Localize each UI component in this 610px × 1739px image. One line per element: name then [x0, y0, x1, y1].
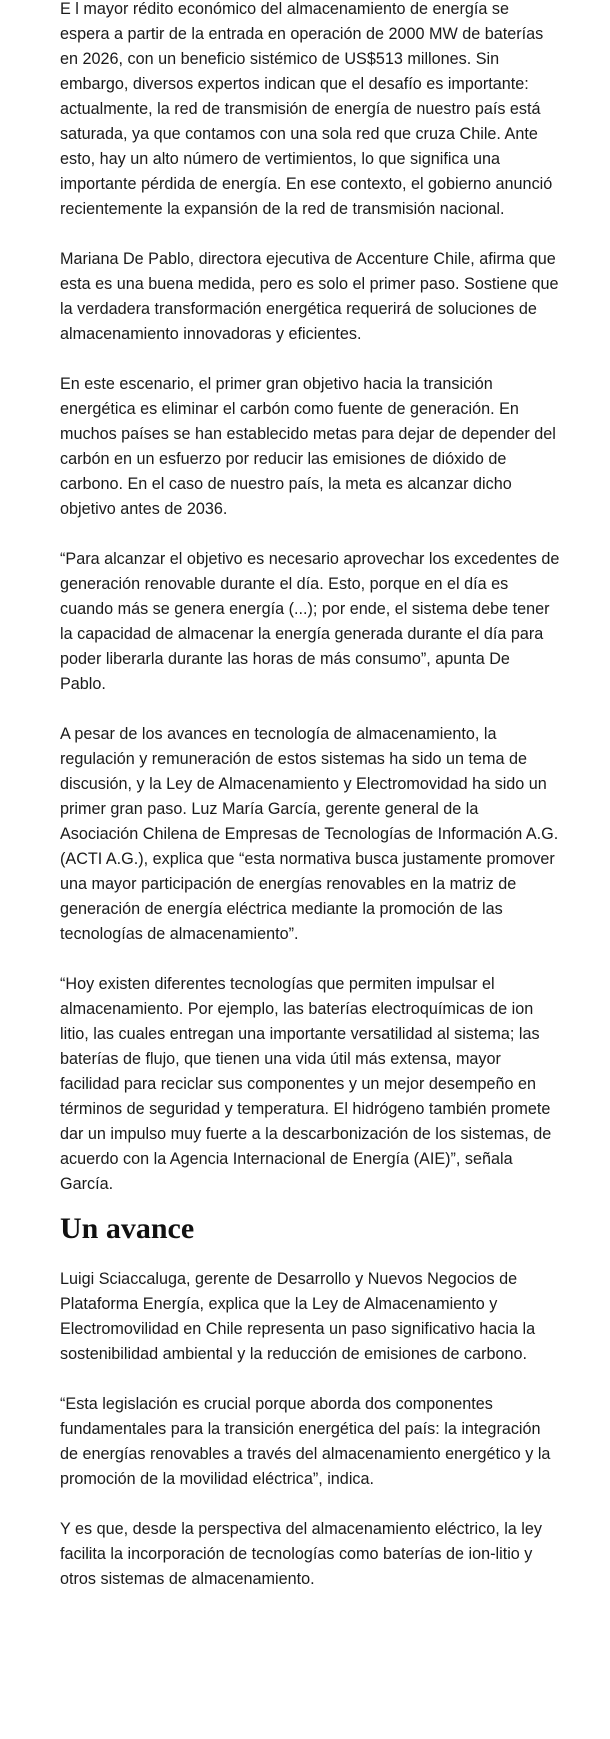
paragraph-7: Luigi Sciaccaluga, gerente de Desarrollo y Nuevos Negocios de Plataforma Energía, explica que la Ley de Almacenamiento y Electromovilidad en Chile representa un paso significativo hacia la sostenibilidad ambiental y la reducción de emisiones de carbono.	[60, 1270, 536, 1363]
paragraph-4: “Para alcanzar el objetivo es necesario aprovechar los excedentes de generación renovable durante el día. Esto, porque en el día es cuando más se genera energía (...); por ende, el sistema debe tener la capacidad de almacenar la energía generada durante el día para poder liberarla durante las horas de más consumo”, apunta De Pablo.	[60, 550, 560, 693]
paragraph-6: “Hoy existen diferentes tecnologías que permiten impulsar el almacenamiento. Por ejemplo, las baterías electroquímicas de ion litio, las cuales entregan una importante versatilidad al sistema; las baterías de flujo, que tienen una vida útil más extensa, mayor facilidad para reciclar sus componentes y un mejor desempeño en términos de seguridad y temperatura. El hidrógeno también promete dar un impulso muy fuerte a la descarbonización de los sistemas, de acuerdo con la Agencia Internacional de Energía (AIE)”, señala García.	[60, 975, 552, 1193]
paragraph-2: Mariana De Pablo, directora ejecutiva de Accenture Chile, afirma que esta es una buena medida, pero es solo el primer paso. Sostiene que la verdadera transformación energética requerirá de soluciones de almacenamiento innovadoras y eficientes.	[60, 250, 559, 343]
paragraph-1: E l mayor rédito económico del almacenamiento de energía se espera a partir de la entrada en operación de 2000 MW de baterías en 2026, con un beneficio sistémico de US$513 millones. Sin embargo, diversos expertos indican que el desafío es importante: actualmente, la red de transmisión de energía de nuestro país está saturada, ya que contamos con una sola red que cruza Chile. Ante esto, hay un alto número de vertimientos, lo que significa una importante pérdida de energía. En ese contexto, el gobierno anunció recientemente la expansión de la red de transmisión nacional.	[60, 0, 553, 218]
paragraph-9: Y es que, desde la perspectiva del almacenamiento eléctrico, la ley facilita la incorporación de tecnologías como baterías de ion-litio y otros sistemas de almacenamiento.	[60, 1520, 543, 1588]
paragraph-5: A pesar de los avances en tecnología de almacenamiento, la regulación y remuneración de estos sistemas ha sido un tema de discusión, y la Ley de Almacenamiento y Electromovidad ha sido un primer gran paso. Luz María García, gerente general de la Asociación Chilena de Empresas de Tecnologías de Información A.G. (ACTI A.G.), explica que “esta normativa busca justamente promover una mayor participación de energías renovables en la matriz de generación de energía eléctrica mediante la promoción de las tecnologías de almacenamiento”.	[60, 725, 559, 943]
section-heading: Un avance	[60, 1212, 195, 1245]
article-body	[60, 0, 560, 1592]
paragraph-3: En este escenario, el primer gran objetivo hacia la transición energética es eliminar el carbón como fuente de generación. En muchos países se han establecido metas para dejar de depender del carbón en un esfuerzo por reducir las emisiones de dióxido de carbono. En el caso de nuestro país, la meta es alcanzar dicho objetivo antes de 2036.	[60, 375, 556, 518]
paragraph-8: “Esta legislación es crucial porque aborda dos componentes fundamentales para la transición energética del país: la integración de energías renovables a través del almacenamiento energético y la promoción de la movilidad eléctrica”, indica.	[60, 1395, 551, 1488]
